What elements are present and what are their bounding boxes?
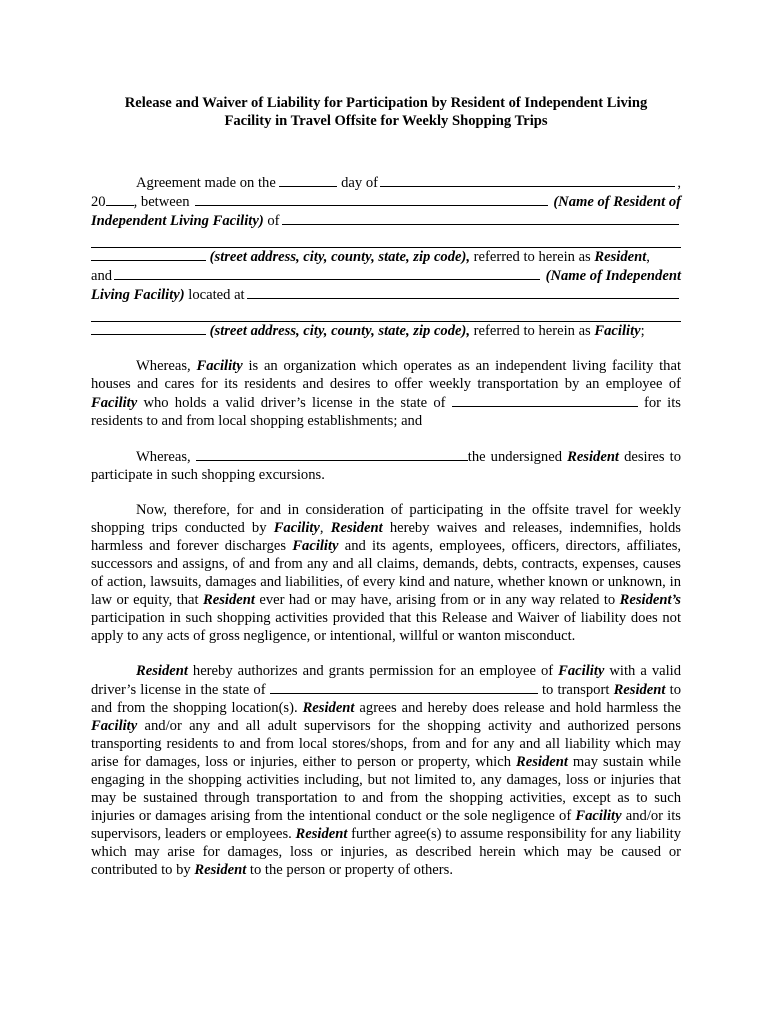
agreement-paragraph: Agreement made on the day of , 20 , between (Name of Resident of Independent Living Facility) of (street address, city, county, state, zip code), referred to herein as Resident , and (Name of Independent Living Facility) located at (street address, city, county, state, zip code), referred to herein as Facility ; <box>91 175 681 339</box>
release-paragraph: Now, therefore, for and in consideration of participating in the offsite travel for weekly shopping trips conducted by Facility, Resident hereby waives and releases, indemnifies, holds harmless and forever discharges Facility and its agents, employees, officers, directors, affiliates, successors and assigns, of and from any and all claims, demands, debts, contracts, expenses, causes of action, lawsuits, damages and liabilities, of every kind and nature, whether known or unknown, in law or equity, that Resident ever had or may have, arising from or in any way related to Resident’s participation in such shopping activities provided that this Release and Waiver of liability does not apply to any acts of gross negligence, or intentional, willful or wanton misconduct. <box>91 502 682 644</box>
authorization-paragraph: Resident hereby authorizes and grants permission for an employee of Facility with a valid driver’s license in the state of to transport Resident to and from the shopping location(s). Resident agrees and hereby does release and hold harmless the Facility and/or any and all adult supervisors for the shopping activity and authorized persons transporting residents to and from local stores/shops, from and for any and all liability which may arise for damages, loss or injuries, either to person or property, which Resident may sustain while engaging in the shopping activities including, but not limited to, any damages, loss or injuries that may be sustained through transportation to and from the shopping activities, except as to such injuries or damages arising from the intentional conduct or the sole negligence of Facility and/or its supervisors, leaders or employees. Resident further agree(s) to assume responsibility for any liability which may arise for damages, loss or injuries, as described herein which may be caused or contributed to by Resident to the person or property of others. <box>91 663 681 878</box>
resident-name-blank-2[interactable] <box>196 447 468 461</box>
document-page <box>91 94 681 879</box>
facility-address-blank-2[interactable] <box>91 304 681 322</box>
facility-address-blank-3[interactable] <box>91 321 206 335</box>
agreement-year-blank[interactable] <box>106 192 134 206</box>
whereas-resident-paragraph: Whereas, the undersigned Resident desires to participate in such shopping excursions. <box>91 449 682 483</box>
document-title-line-1: Release and Waiver of Liability for Participation by Resident of Independent Living <box>124 95 648 111</box>
document-title-line-2: Facility in Travel Offsite for Weekly Shopping Trips <box>224 113 548 129</box>
driver-license-state-blank-1[interactable] <box>452 393 638 407</box>
whereas-facility-paragraph: Whereas, Facility is an organization which operates as an independent living facility that houses and cares for its residents and desires to offer weekly transportation by an employee of Facility who holds a valid driver’s license in the state of for its residents to and from local shopping establishments; and <box>91 358 681 429</box>
driver-license-state-blank-2[interactable] <box>270 680 538 694</box>
agreement-month-blank[interactable] <box>380 173 675 187</box>
resident-address-blank-1[interactable] <box>282 211 679 225</box>
facility-address-blank-1[interactable] <box>247 285 679 299</box>
resident-name-blank[interactable] <box>195 192 547 206</box>
agreement-day-blank[interactable] <box>279 173 337 187</box>
resident-address-blank-3[interactable] <box>91 247 206 261</box>
facility-name-blank[interactable] <box>114 266 540 280</box>
resident-address-blank-2[interactable] <box>91 230 681 248</box>
